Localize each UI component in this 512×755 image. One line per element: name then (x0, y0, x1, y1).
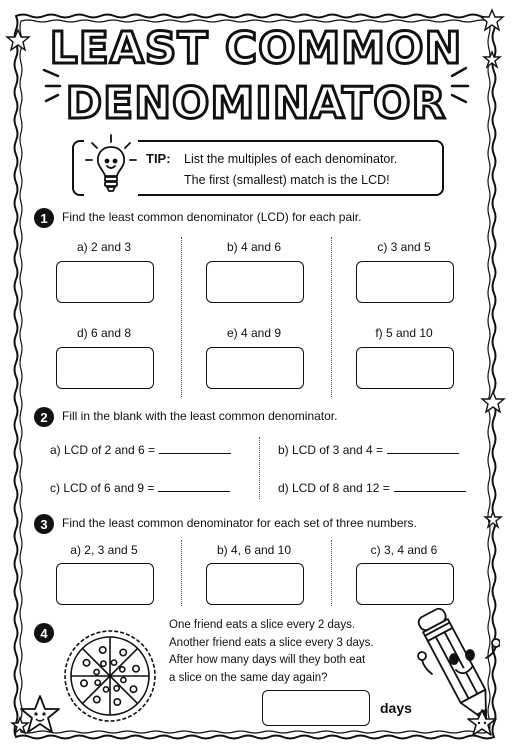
pizza-topping (111, 660, 116, 665)
column-divider (259, 437, 260, 499)
fill-blank-c-text: c) LCD of 6 and 9 = (50, 481, 155, 495)
fill-blank-d (278, 481, 466, 495)
star-character-icon (466, 708, 498, 738)
pizza-topping (130, 686, 136, 692)
answer-box-3a[interactable] (56, 563, 154, 605)
column-divider (181, 237, 182, 397)
story-line-3: After how many days will they both eat (169, 654, 366, 666)
days-label: days (380, 700, 412, 716)
pizza-topping (94, 669, 99, 674)
column-divider (331, 540, 332, 606)
worksheet-title (0, 18, 512, 128)
story-line-1: One friend eats a slice every 2 days. (169, 619, 356, 631)
section-1-item-f: f) 5 and 10 (375, 326, 433, 340)
pizza-topping (101, 661, 106, 666)
column-divider (181, 540, 182, 606)
pizza-topping (95, 680, 100, 685)
tip-line-2: The first (smallest) match is the LCD! (184, 173, 390, 187)
answer-box-1c[interactable] (356, 261, 454, 303)
star-character-icon (18, 694, 62, 736)
answer-box-1e[interactable] (206, 347, 304, 389)
blank-line-b[interactable] (387, 443, 459, 454)
answer-box-1d[interactable] (56, 347, 154, 389)
column-divider (331, 237, 332, 397)
section-1-instruction: Find the least common denominator (LCD) for each pair. (62, 210, 362, 224)
section-4-number: 4 (34, 623, 54, 643)
pizza-topping (81, 680, 87, 686)
section-3-number: 3 (34, 514, 54, 534)
days-answer-box[interactable] (262, 690, 370, 726)
answer-box-1a[interactable] (56, 261, 154, 303)
lightbulb-icon (80, 132, 142, 198)
pizza-topping (83, 660, 89, 666)
pizza-topping (120, 667, 125, 672)
pizza-topping (121, 677, 126, 682)
answer-box-3b[interactable] (206, 563, 304, 605)
tip-label: TIP: (146, 151, 171, 166)
fill-blank-b (278, 443, 459, 457)
pizza-icon (62, 628, 158, 724)
word-problem (169, 617, 374, 687)
title-line-1: LEAST COMMON (49, 23, 463, 74)
blank-line-d[interactable] (394, 481, 466, 492)
fill-blank-c (50, 481, 230, 495)
section-1-number: 1 (34, 208, 54, 228)
section-3-item-b: b) 4, 6 and 10 (216, 543, 292, 557)
section-1-item-d: d) 6 and 8 (76, 326, 132, 340)
fill-blank-a-text: a) LCD of 2 and 6 = (50, 443, 156, 457)
pizza-topping (94, 696, 100, 702)
pizza-topping (114, 699, 120, 705)
section-1-item-a: a) 2 and 3 (76, 240, 132, 254)
fill-blank-d-text: d) LCD of 8 and 12 = (278, 481, 390, 495)
section-2-number: 2 (34, 407, 54, 427)
section-2-instruction: Fill in the blank with the least common denominator. (62, 409, 338, 423)
pizza-topping (100, 647, 106, 653)
fill-blank-b-text: b) LCD of 3 and 4 = (278, 443, 384, 457)
star-icon (485, 512, 501, 527)
story-line-4: a slice on the same day again? (169, 671, 328, 684)
fill-blank-a (50, 443, 231, 457)
answer-box-1b[interactable] (206, 261, 304, 303)
section-1-item-b: b) 4 and 6 (226, 240, 282, 254)
title-line-2: DENOMINATOR (65, 78, 447, 128)
tip-text (184, 149, 397, 191)
section-1-item-e: e) 4 and 9 (226, 326, 282, 340)
section-1-item-c: c) 3 and 5 (377, 240, 431, 254)
story-line-2: Another friend eats a slice every 3 days. (169, 636, 374, 649)
tip-line-1: List the multiples of each denominator. (184, 152, 398, 166)
section-3-instruction: Find the least common denominator for each set of three numbers. (62, 516, 417, 530)
section-3-item-c: c) 3, 4 and 6 (370, 543, 438, 557)
answer-box-1f[interactable] (356, 347, 454, 389)
blank-line-a[interactable] (159, 443, 231, 454)
title-burst-left (44, 70, 60, 101)
pizza-topping (133, 666, 139, 672)
pizza-topping (103, 687, 108, 692)
blank-line-c[interactable] (158, 481, 230, 492)
pizza-topping (120, 649, 126, 655)
star-icon (482, 392, 504, 412)
pizza-topping (114, 686, 119, 691)
section-3-item-a: a) 2, 3 and 5 (70, 543, 138, 557)
